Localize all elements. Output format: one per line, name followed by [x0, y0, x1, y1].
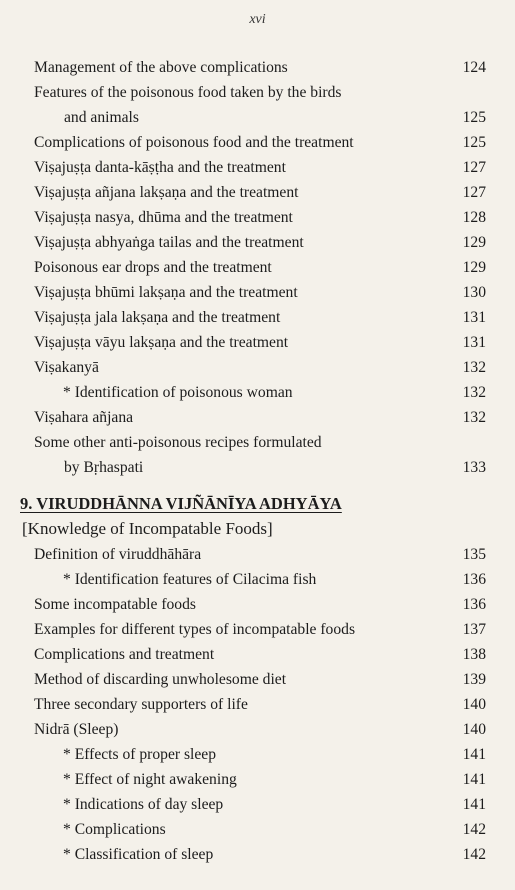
- toc-entry: [34, 742, 486, 767]
- toc-entry: [34, 355, 486, 380]
- toc-entry-title: Examples for different types of incompatable foods: [34, 621, 356, 638]
- toc-entry-page: 135: [462, 546, 486, 563]
- toc-entry: [34, 617, 486, 642]
- toc-entry: [34, 205, 486, 230]
- toc-entry-page: 141: [462, 746, 486, 763]
- toc-entry-title: * Complications: [63, 821, 166, 838]
- toc-entry: [34, 842, 486, 867]
- toc-entry-page: 136: [462, 571, 486, 588]
- toc-entry-title: * Identification features of Cilacima fish: [63, 571, 317, 588]
- toc-entry-title: Method of discarding unwholesome diet: [34, 671, 287, 688]
- toc-entry-title: * Identification of poisonous woman: [63, 384, 293, 401]
- toc-entry-page: 141: [462, 796, 486, 813]
- toc-entry-title: by Bṛhaspati: [64, 459, 144, 476]
- toc-entry-title: and animals: [64, 109, 139, 126]
- toc-entry-title: Features of the poisonous food taken by the birds: [34, 84, 342, 101]
- chapter-heading: 9. VIRUDDHĀNNA VIJÑĀNĪYA ADHYĀYA: [20, 494, 342, 513]
- toc-entry-title: Viṣajuṣṭa nasya, dhūma and the treatment: [34, 209, 293, 226]
- toc-entry-page: 132: [462, 409, 486, 426]
- toc-entry-page: 142: [462, 846, 486, 863]
- toc-entry-page: 129: [462, 234, 486, 251]
- toc-entry: [34, 717, 486, 742]
- toc-entry-title: Complications and treatment: [34, 646, 215, 663]
- toc-entry-page: 132: [462, 359, 486, 376]
- toc-entry: [34, 430, 486, 455]
- toc-entry-page: 142: [462, 821, 486, 838]
- toc-entry: [34, 792, 486, 817]
- toc-entry-title: * Indications of day sleep: [63, 796, 224, 813]
- toc-entry-page: 132: [462, 384, 486, 401]
- toc-entry-title: Definition of viruddhāhāra: [34, 546, 202, 563]
- toc-entry: [34, 542, 486, 567]
- toc-entry-title: Viṣajuṣṭa abhyaṅga tailas and the treatment: [34, 234, 304, 251]
- toc-entry-title: Viṣajuṣṭa danta-kāṣṭha and the treatment: [34, 159, 286, 176]
- toc-entry: [34, 455, 486, 480]
- toc-entry-page: 141: [462, 771, 486, 788]
- toc-entry-page: 130: [462, 284, 486, 301]
- toc-entry: [34, 567, 486, 592]
- toc-entry: [34, 130, 486, 155]
- toc-entry-title: * Effect of night awakening: [63, 771, 237, 788]
- toc-entry-page: 124: [462, 59, 486, 76]
- toc-entry: [34, 155, 486, 180]
- toc-entry: [34, 667, 486, 692]
- toc-entry-page: 137: [462, 621, 486, 638]
- toc-entry-title: Viṣajuṣṭa bhūmi lakṣaṇa and the treatment: [34, 284, 298, 301]
- toc-list-part-b: [34, 542, 486, 867]
- toc-entry-page: 125: [462, 109, 486, 126]
- toc-entry-title: Some incompatable foods: [34, 596, 196, 613]
- toc-entry: [34, 55, 486, 80]
- toc-entry: [34, 255, 486, 280]
- toc-entry-page: 133: [462, 459, 486, 476]
- toc-entry-page: 136: [462, 596, 486, 613]
- toc-entry-title: Three secondary supporters of life: [34, 696, 248, 713]
- toc-entry-title: Viṣajuṣṭa jala lakṣaṇa and the treatment: [34, 309, 281, 326]
- toc-entry-title: Nidrā (Sleep): [34, 721, 119, 738]
- toc-entry-title: Viṣajuṣṭa vāyu lakṣaṇa and the treatment: [34, 334, 289, 351]
- toc-entry-page: 127: [462, 159, 486, 176]
- toc-entry-title: Poisonous ear drops and the treatment: [34, 259, 272, 276]
- toc-entry: [34, 380, 486, 405]
- toc-entry: [34, 642, 486, 667]
- toc-entry-page: 131: [462, 334, 486, 351]
- page-number: xvi: [249, 12, 266, 27]
- toc-entry: [34, 80, 486, 105]
- toc-entry: [34, 692, 486, 717]
- toc-entry: [34, 767, 486, 792]
- toc-entry: [34, 230, 486, 255]
- toc-entry-title: Some other anti-poisonous recipes formulated: [34, 434, 322, 451]
- toc-entry-title: Viṣajuṣṭa añjana lakṣaṇa and the treatment: [34, 184, 299, 201]
- table-of-contents: [20, 55, 486, 867]
- toc-list-part-a: [34, 55, 486, 480]
- toc-entry: [34, 330, 486, 355]
- toc-entry-title: * Effects of proper sleep: [63, 746, 216, 763]
- toc-entry-title: Viṣakanyā: [34, 359, 99, 376]
- toc-entry: [34, 817, 486, 842]
- toc-entry-page: 125: [462, 134, 486, 151]
- toc-entry: [34, 280, 486, 305]
- toc-entry: [34, 105, 486, 130]
- toc-entry: [34, 592, 486, 617]
- toc-entry-title: Viṣahara añjana: [34, 409, 134, 426]
- toc-entry-page: 129: [462, 259, 486, 276]
- toc-entry-page: 131: [462, 309, 486, 326]
- toc-entry-page: 140: [462, 721, 486, 738]
- chapter-subtitle: [Knowledge of Incompatable Foods]: [22, 519, 273, 538]
- toc-entry-page: 138: [462, 646, 486, 663]
- toc-entry-page: 127: [462, 184, 486, 201]
- toc-entry: [34, 305, 486, 330]
- toc-entry-page: 139: [462, 671, 486, 688]
- toc-entry: [34, 405, 486, 430]
- toc-entry-title: * Classification of sleep: [63, 846, 214, 863]
- toc-entry-page: 128: [462, 209, 486, 226]
- toc-entry-title: Complications of poisonous food and the treatment: [34, 134, 354, 151]
- toc-entry-page: 140: [462, 696, 486, 713]
- toc-entry: [34, 180, 486, 205]
- toc-entry-title: Management of the above complications: [34, 59, 288, 76]
